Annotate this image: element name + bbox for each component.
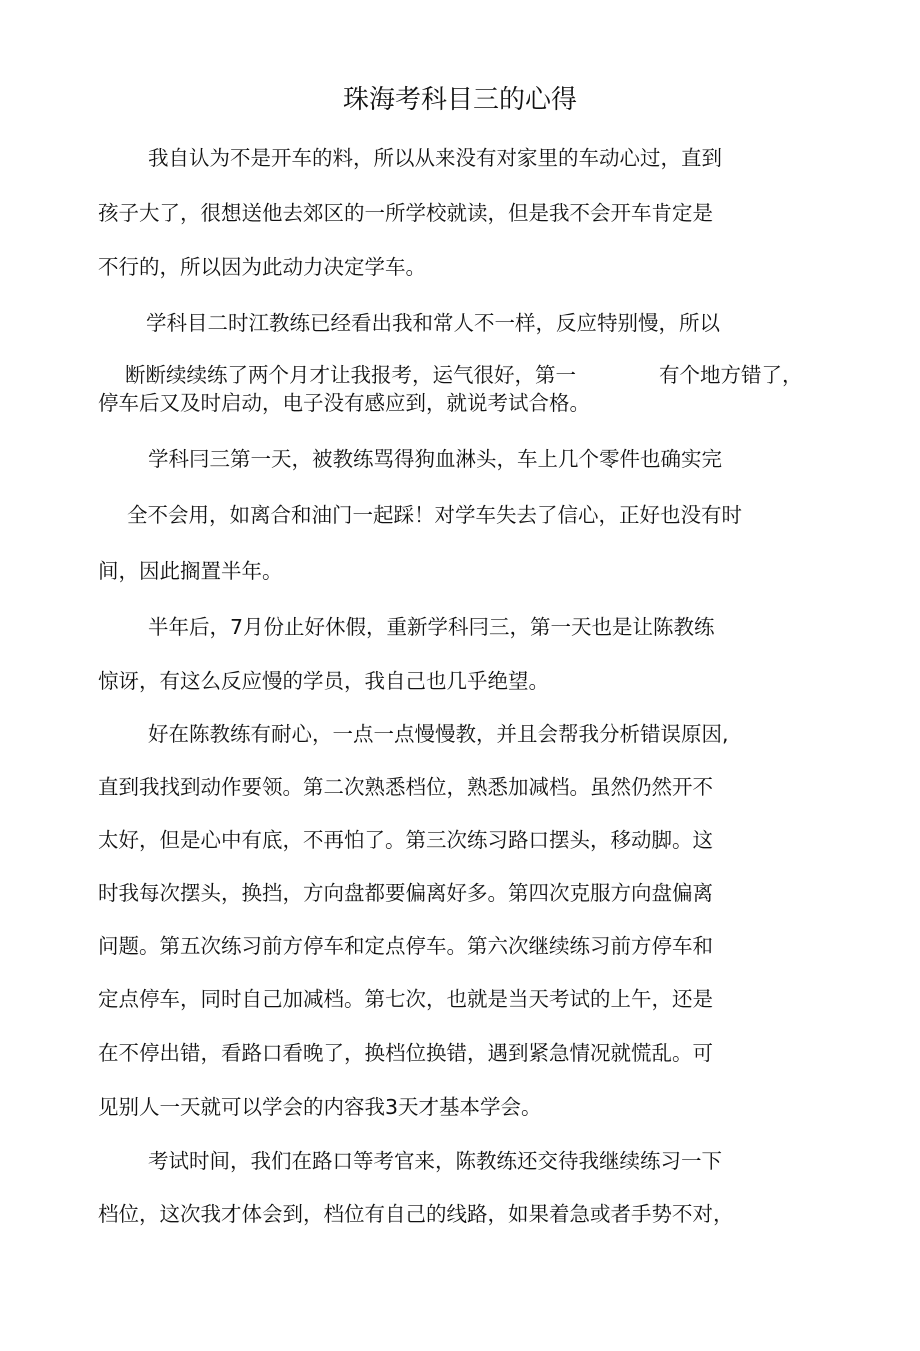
text-line: 问题。第五次练习前方停车和定点停车。第六次继续练习前方停车和 xyxy=(98,934,713,958)
text-line: 停车后又及时启动，电子没有感应到，就说考试合格。 xyxy=(98,391,590,415)
text-line: 太好，但是心中有底，不再怕了。第三次练习路口摆头，移动脚。这 xyxy=(98,828,713,852)
text-line: 时我每次摆头，换挡，方向盘都要偏离好多。第四次克服方向盘偏离 xyxy=(98,881,713,905)
text-line: 档位，这次我才体会到，档位有自己的线路，如果着急或者手势不对， xyxy=(98,1202,734,1226)
text-line: 全不会用，如离合和油门一起踩！对学车失去了信心，正好也没有时 xyxy=(127,503,742,527)
text-line: 见别人一天就可以学会的内容我3天才基本学会。 xyxy=(98,1095,542,1119)
text-line: 间，因此搁置半年。 xyxy=(98,559,283,583)
text-line: 学科目二时江教练已经看出我和常人不一样，反应特别慢，所以 xyxy=(146,311,720,335)
text-line: 孩子大了，很想送他去郊区的一所学校就读，但是我不会开车肯定是 xyxy=(98,201,713,225)
text-line: 不行的，所以因为此动力决定学车。 xyxy=(98,255,426,279)
text-line: 定点停车，同时自己加减档。第七次，也就是当天考试的上午，还是 xyxy=(98,987,713,1011)
text-line: 我自认为不是开车的料，所以从来没有对家里的车动心过，直到 xyxy=(148,146,722,170)
document-title: 珠海考科目三的心得 xyxy=(342,85,577,115)
text-line: 在不停出错，看路口看晚了，换档位换错，遇到紧急情况就慌乱。可 xyxy=(98,1041,713,1065)
text-line: 直到我找到动作要领。第二次熟悉档位，熟悉加减档。虽然仍然开不 xyxy=(98,775,713,799)
text-line: 学科冃三第一天，被教练骂得狗血淋头，车上几个零件也确实完 xyxy=(148,447,722,471)
text-line: 半年后，7月份止好休假，重新学科冃三，第一天也是让陈教练 xyxy=(148,615,715,639)
text-line: 断断续续练了两个月才让我报考，运气很好，第一 xyxy=(125,363,576,387)
text-line: 好在陈教练有耐心，一点一点慢慢教，并且会帮我分析错误原因, xyxy=(148,722,729,746)
text-line: 有个地方错了， xyxy=(659,363,803,387)
text-line: 考试时间，我们在路口等考官来，陈教练还交待我继续练习一下 xyxy=(148,1149,722,1173)
text-line: 惊讶，有这么反应慢的学员，我自己也几乎绝望。 xyxy=(98,669,549,693)
